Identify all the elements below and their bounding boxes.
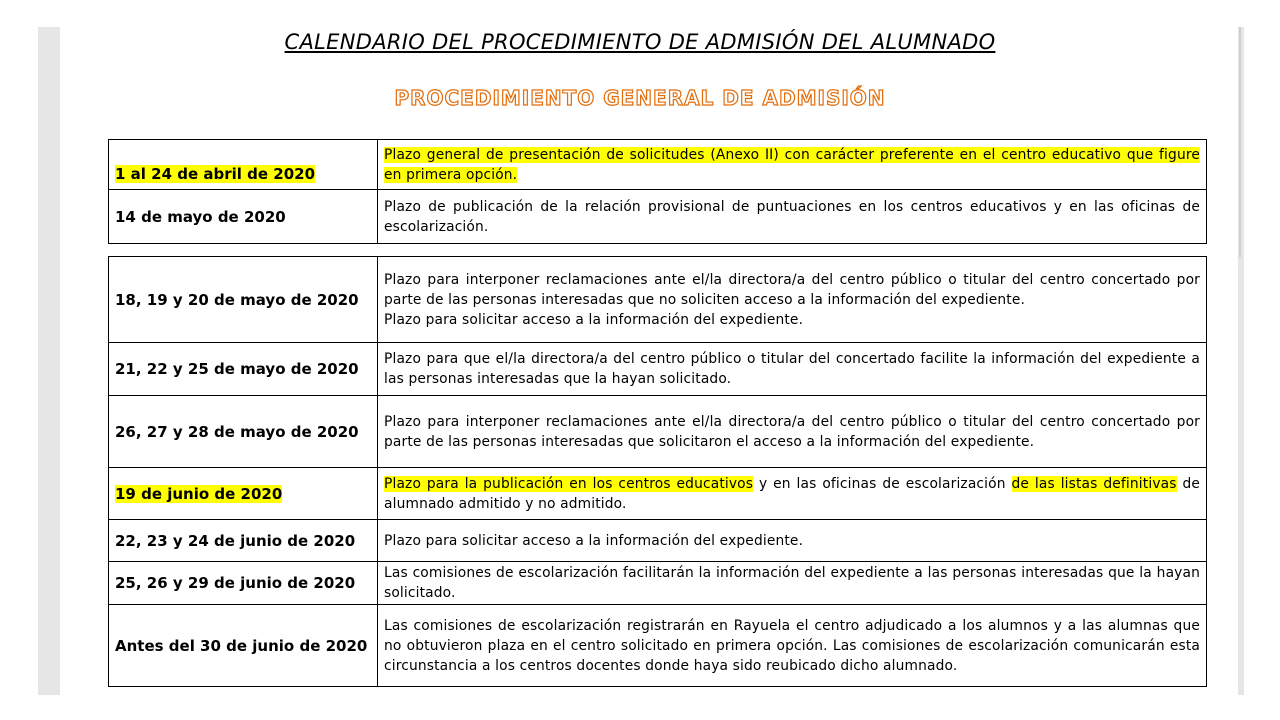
document-subtitle: PROCEDIMIENTO GENERAL DE ADMISIÓN bbox=[394, 86, 886, 110]
highlighted-text: Plazo para la publicación en los centros educativos bbox=[384, 475, 754, 492]
description-text: Plazo para interponer reclamaciones ante el/la directora/a del centro público o titular del centro concertado por parte de las personas interesadas que no soliciten acceso a la información del expediente. bbox=[384, 271, 1200, 308]
date-cell bbox=[109, 468, 378, 520]
table-row bbox=[109, 343, 1207, 396]
description-cell: Las comisiones de escolarización facilitarán la información del expediente a las personas interesadas que la hayan solicitado. bbox=[378, 562, 1207, 605]
date-cell: 18, 19 y 20 de mayo de 2020 bbox=[109, 257, 378, 343]
table-row bbox=[109, 520, 1207, 562]
table-row bbox=[109, 605, 1207, 687]
description-cell: Las comisiones de escolarización registrarán en Rayuela el centro adjudicado a los alumnos y a las alumnas que no obtuvieron plaza en el centro solicitado en primera opción. Las comisiones de escolarización comunicarán esta circunstancia a los centros docentes donde haya sido reubicado dicho alumnado. bbox=[378, 605, 1207, 687]
calendar-table-2 bbox=[108, 256, 1207, 687]
date-cell: Antes del 30 de junio de 2020 bbox=[109, 605, 378, 687]
description-text: Plazo general de presentación de solicitudes (Anexo II) con carácter preferente en el centro educativo que figure en primera opción. bbox=[384, 146, 1200, 183]
date-text: 19 de junio de 2020 bbox=[115, 484, 283, 503]
date-cell: 25, 26 y 29 de junio de 2020 bbox=[109, 562, 378, 605]
description-text: Plazo para solicitar acceso a la información del expediente. bbox=[384, 311, 804, 328]
table-row bbox=[109, 396, 1207, 468]
description-cell bbox=[378, 257, 1207, 343]
calendar-table-1 bbox=[108, 139, 1207, 244]
description-cell bbox=[378, 140, 1207, 190]
document-title: CALENDARIO DEL PROCEDIMIENTO DE ADMISIÓN DEL ALUMNADO bbox=[284, 30, 996, 54]
description-cell: Plazo de publicación de la relación provisional de puntuaciones en los centros educativos y en las oficinas de escolarización. bbox=[378, 190, 1207, 244]
description-cell: Plazo para que el/la directora/a del centro público o titular del concertado facilite la información del expediente a las personas interesadas que la hayan solicitado. bbox=[378, 343, 1207, 396]
scrollbar-track bbox=[1239, 27, 1241, 257]
table-row bbox=[109, 257, 1207, 343]
highlighted-text: de las listas definitivas bbox=[1011, 475, 1177, 492]
table-row bbox=[109, 190, 1207, 244]
description-cell: Plazo para interponer reclamaciones ante el/la directora/a del centro público o titular del centro concertado por parte de las personas interesadas que solicitaron el acceso a la información del expediente. bbox=[378, 396, 1207, 468]
table-row bbox=[109, 468, 1207, 520]
date-cell: 22, 23 y 24 de junio de 2020 bbox=[109, 520, 378, 562]
date-cell: 21, 22 y 25 de mayo de 2020 bbox=[109, 343, 378, 396]
date-cell: 14 de mayo de 2020 bbox=[109, 190, 378, 244]
table-row bbox=[109, 140, 1207, 190]
date-cell bbox=[109, 140, 378, 190]
description-cell bbox=[378, 468, 1207, 520]
table-row bbox=[109, 562, 1207, 605]
description-text: de alumnado admitido y no admitido. bbox=[384, 475, 1200, 512]
date-text: 1 al 24 de abril de 2020 bbox=[115, 165, 316, 183]
description-cell: Plazo para solicitar acceso a la información del expediente. bbox=[378, 520, 1207, 562]
description-text: y en las oficinas de escolarización bbox=[753, 475, 1012, 492]
date-cell: 26, 27 y 28 de mayo de 2020 bbox=[109, 396, 378, 468]
